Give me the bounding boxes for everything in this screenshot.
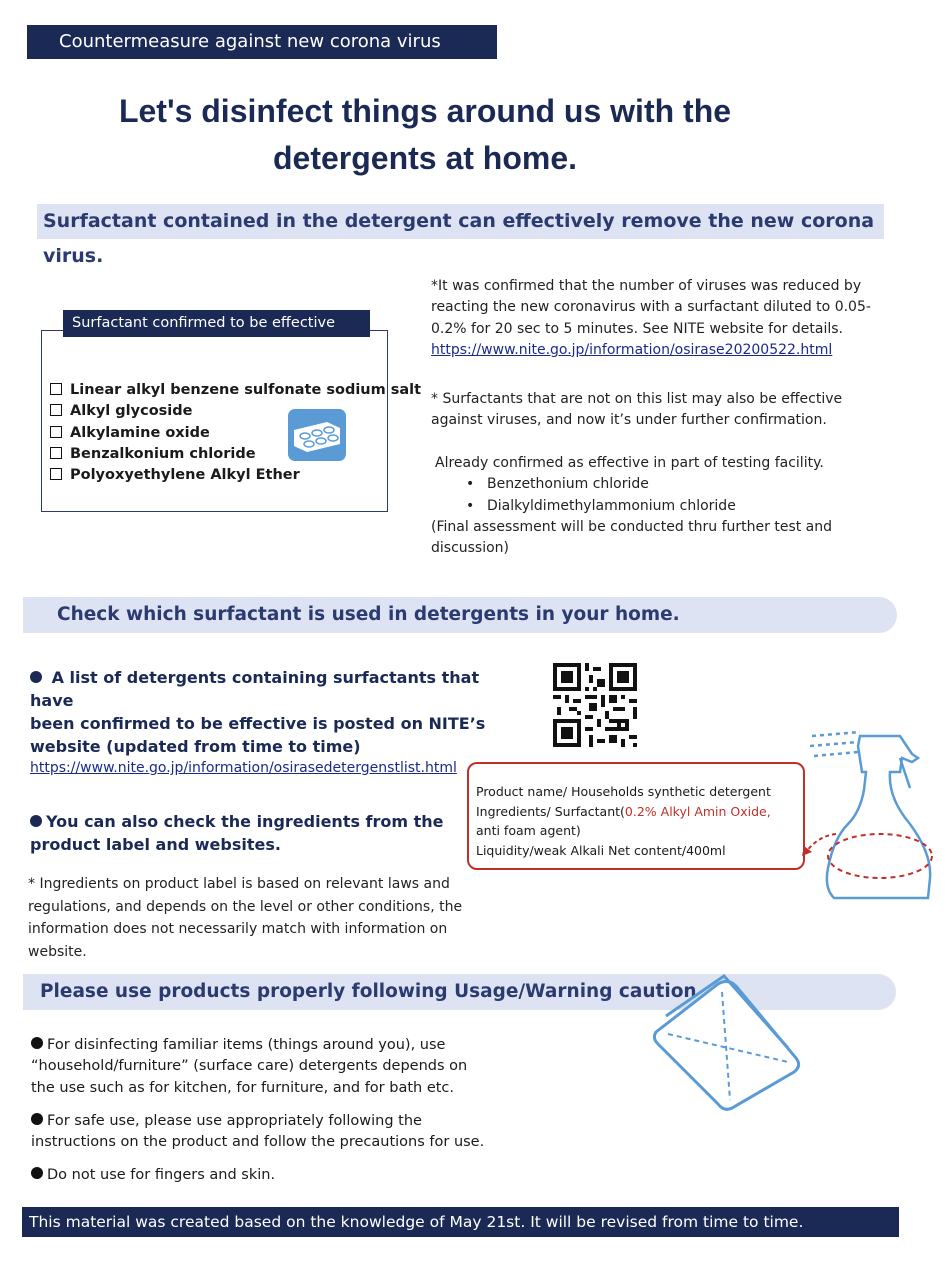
list-item: Benzalkonium chloride xyxy=(50,444,421,465)
checkbox-icon xyxy=(50,426,62,438)
section3-heading: Please use products properly following Usage/Warning caution xyxy=(23,974,896,1010)
testing-list xyxy=(431,474,901,517)
ingredients-note: * Ingredients on product label is based on relevant laws and regulations, and depends on the level or other conditions, the information does not necessarily match with information on website. xyxy=(28,876,463,960)
spray-bottle-icon xyxy=(800,728,940,906)
arrow-icon xyxy=(800,830,840,860)
qr-code-icon[interactable] xyxy=(553,663,637,747)
section1-subheading: Surfactant contained in the detergent can effectively remove the new corona virus. xyxy=(37,204,884,239)
list-item: • Dialkyldimethylammonium chloride xyxy=(431,496,901,517)
bullet-icon xyxy=(30,671,42,683)
bullet-icon xyxy=(30,815,42,827)
surfactant-box-title: Surfactant confirmed to be effective xyxy=(63,310,370,337)
checkbox-icon xyxy=(50,383,62,395)
cloth-icon xyxy=(648,972,808,1116)
note-other-surfactants: * Surfactants that are not on this list may also be effective against viruses, and now it’s under further confirmation. xyxy=(431,391,843,429)
checkbox-icon xyxy=(50,468,62,480)
usage-bullets xyxy=(31,1035,511,1187)
list-item: For safe use, please use appropriately following the instructions on the product and follow the precautions for use. xyxy=(31,1112,485,1151)
header-tag: Countermeasure against new corona virus xyxy=(27,25,497,59)
list-item: Polyoxyethylene Alkyl Ether xyxy=(50,465,421,486)
bullet-icon xyxy=(31,1113,43,1125)
nite-details-link[interactable]: https://www.nite.go.jp/information/osirase20200522.html xyxy=(431,341,833,358)
checkbox-icon xyxy=(50,447,62,459)
sponge-icon xyxy=(287,408,347,462)
product-label-box: Product name/ Households synthetic detergent Ingredients/ Surfactant(0.2% Alkyl Amin Oxide, anti foam agent) Liquidity/weak Alkali Net content/400ml xyxy=(467,762,805,870)
list-item: Do not use for fingers and skin. xyxy=(31,1165,511,1186)
nite-detergent-list-link[interactable]: https://www.nite.go.jp/information/osirasedetergenstlist.html xyxy=(30,760,457,776)
nite-list-paragraph: A list of detergents containing surfactants that have been confirmed to be effective is posted on NITE’s website (updated from time to time) https://www.nite.go.jp/information/osirasedetergenstlist.html xyxy=(30,666,500,779)
list-item: For disinfecting familiar items (things around you), use “household/furniture” (surface care) detergents depends on the use such as for kitchen, for furniture, and for bath etc. xyxy=(31,1037,468,1096)
title-line-1: Let's disinfect things around us with the xyxy=(118,93,732,129)
note-testing-facility: Already confirmed as effective in part of testing facility. • Benzethonium chloride • Dialkyldimethylammonium chloride (Final assessment will be conducted thru further test and discussion) xyxy=(431,453,901,559)
list-item: Linear alkyl benzene sulfonate sodium salt xyxy=(50,380,421,401)
title-line-2: detergents at home. xyxy=(272,140,578,176)
surfactant-list xyxy=(50,380,421,486)
list-item: Alkyl glycoside xyxy=(50,401,421,422)
note-confirmation: *It was confirmed that the number of viruses was reduced by reacting the new coronavirus with a surfactant diluted to 0.05- 0.2% for 20 sec to 5 minutes. See NITE website for details. https://www.nite.go.jp/information/osirase20200522.html xyxy=(431,278,871,358)
list-item: • Benzethonium chloride xyxy=(431,474,901,495)
section2-heading: Check which surfactant is used in detergents in your home. xyxy=(23,597,897,633)
footer-note: This material was created based on the knowledge of May 21st. It will be revised from time to time. xyxy=(22,1207,899,1237)
label-check-paragraph: You can also check the ingredients from the product label and websites. xyxy=(30,812,444,854)
bullet-icon xyxy=(31,1167,43,1179)
list-item: Alkylamine oxide xyxy=(50,423,421,444)
checkbox-icon xyxy=(50,404,62,416)
bullet-icon xyxy=(31,1037,43,1049)
page-title xyxy=(50,88,800,182)
